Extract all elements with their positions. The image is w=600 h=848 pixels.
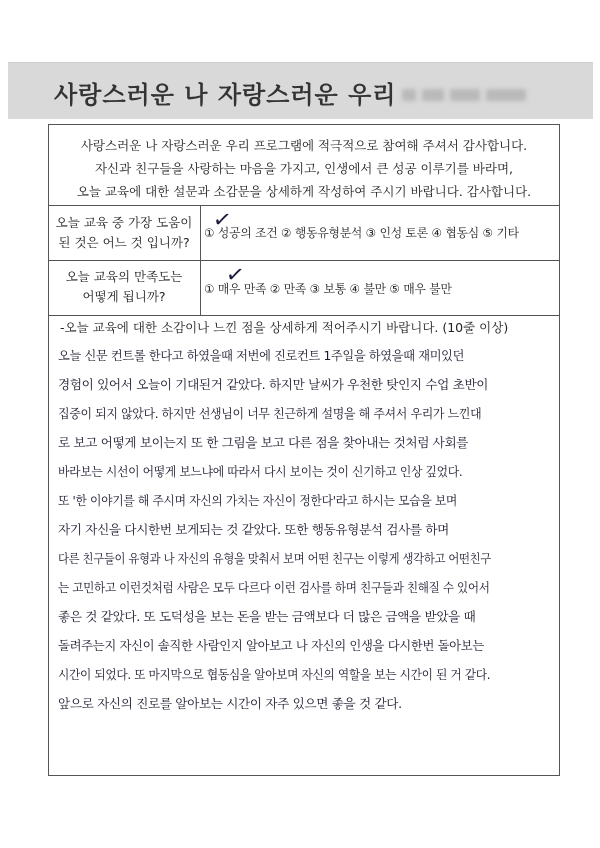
divider (48, 315, 559, 316)
question-1-label: 오늘 교육 중 가장 도움이 된 것은 어느 것 입니까? (55, 215, 193, 250)
essay-line: 앞으로 자신의 진로를 알아보는 시간이 자주 있으면 좋을 것 같다. (58, 696, 402, 711)
column-divider (200, 205, 201, 315)
essay-line: 또 '한 이야기를 해 주시며 자신의 가치는 자신이 정한다'라고 하시는 모습을 보며 (58, 493, 458, 508)
essay-line: 바라보는 시선이 어떻게 보느냐에 따라서 다시 보이는 것이 신기하고 인상 깊었다. (58, 464, 463, 479)
essay-line: 자기 자신을 다시한번 보게되는 것 같았다. 또한 행동유형분석 검사를 하며 (58, 522, 449, 537)
intro-line: 사랑스러운 나 자랑스러운 우리 프로그램에 적극적으로 참여해 주셔서 감사합니다. (80, 138, 528, 153)
divider (48, 205, 559, 206)
essay-line: 돌려주는지 자신이 솔직한 사람인지 알아보고 나 자신의 인생을 다시한번 돌아보는 (58, 638, 484, 653)
essay-line: 다른 친구들이 유형과 나 자신의 유형을 맞춰서 보며 어떤 친구는 이렇게 생각하고 어떤친구 (58, 551, 491, 566)
question-2-label: 오늘 교육의 만족도는 어떻게 됩니까? (65, 269, 183, 304)
essay-line: 시간이 되었다. 또 마지막으로 협동심을 알아보며 자신의 역할을 보는 시간이 된 거 같다. (58, 667, 491, 682)
divider (48, 260, 559, 261)
essay-line: 는 고민하고 이런것처럼 사람은 모두 다르다 이런 검사를 하며 친구들과 친해질 수 있어서 (58, 580, 490, 595)
question-1-options[interactable]: ① 성공의 조건 ② 행동유형분석 ③ 인성 토론 ④ 협동심 ⑤ 기타 (204, 226, 519, 240)
intro-line: 자신과 친구들을 사랑하는 마음을 가지고, 인생에서 큰 성공 이루기를 바라며, (94, 161, 514, 176)
question-2-options[interactable]: ① 매우 만족 ② 만족 ③ 보통 ④ 불만 ⑤ 매우 불만 (204, 282, 452, 296)
checkmark-icon: ✓ (211, 206, 234, 235)
checkmark-icon: ✓ (224, 261, 247, 290)
redacted-name (402, 86, 552, 104)
essay-line: 집중이 되지 않았다. 하지만 선생님이 너무 친근하게 설명을 해 주셔서 우리가 느낀대 (58, 406, 482, 421)
essay-line: 오늘 신문 컨트롤 한다고 하였을때 저번에 진로컨트 1주일을 하였을때 재미있던 (58, 348, 465, 363)
intro-text (48, 134, 560, 203)
essay-line: 좋은 것 같았다. 또 도덕성을 보는 돈을 받는 금액보다 더 많은 금액을 받았을 때 (58, 609, 476, 624)
essay-line: 경험이 있어서 오늘이 기대된거 같았다. 하지만 날씨가 우천한 탓인지 수업 초반이 (58, 377, 489, 392)
intro-line: 오늘 교육에 대한 설문과 소감문을 상세하게 작성하여 주시기 바랍니다. 감사합니다. (76, 184, 532, 199)
form-title: 사랑스러운 나 자랑스러운 우리 (54, 81, 397, 109)
essay-line: 로 보고 어떻게 보이는지 또 한 그림을 보고 다른 점을 찾아내는 것처럼 사회를 (58, 435, 469, 450)
essay-prompt: -오늘 교육에 대한 소감이나 느낀 점을 상세하게 적어주시기 바랍니다. (10줄 이상) (60, 320, 509, 335)
